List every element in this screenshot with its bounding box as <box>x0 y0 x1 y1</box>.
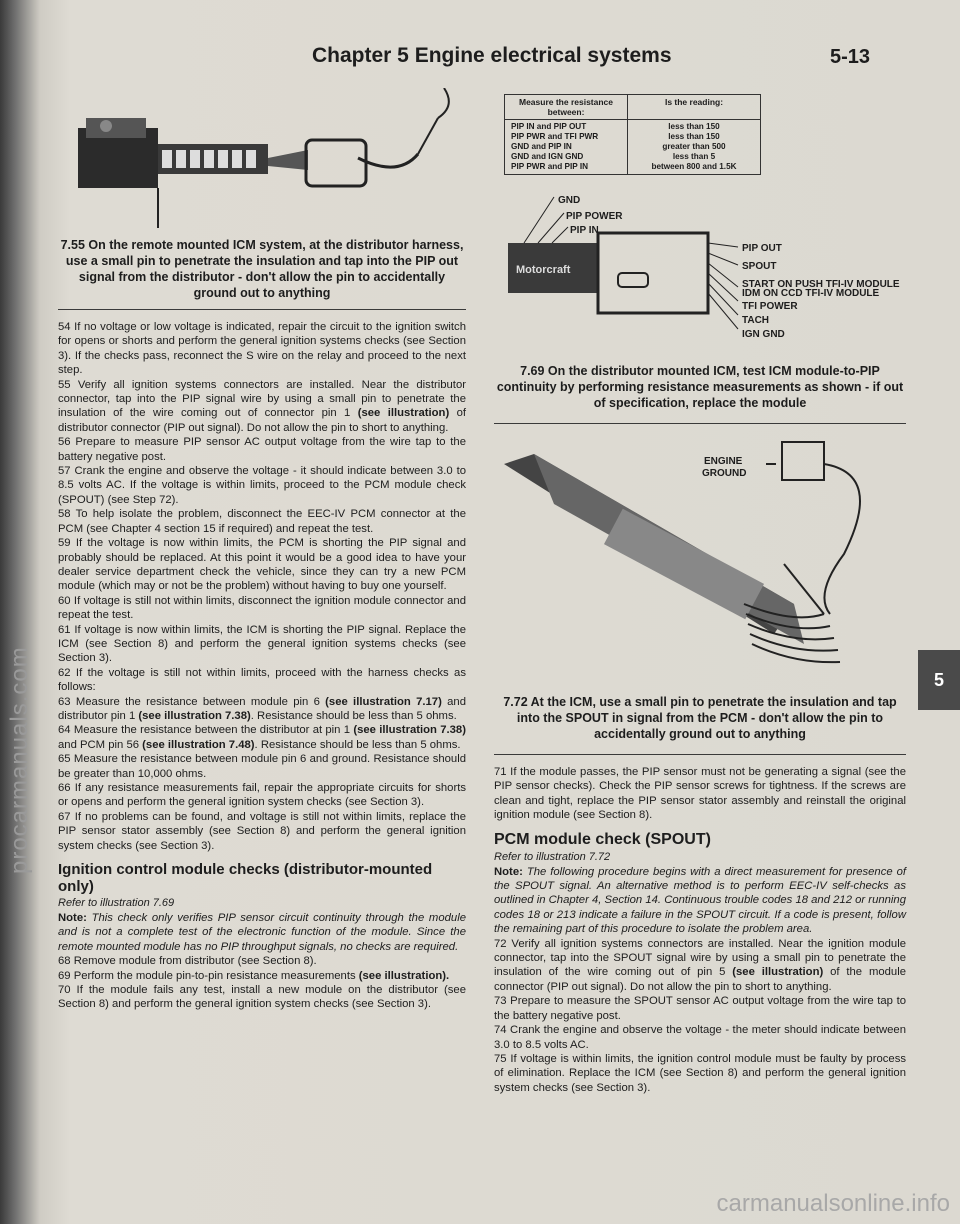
resistance-table <box>504 94 761 175</box>
paragraph-61: 61 If voltage is now within limits, the ICM is shorting the PIP signal. Replace the ICM (see Section 8) and perform the general ignition systems checks (see Section 3). <box>58 623 466 665</box>
label-pip-power: PIP POWER <box>566 211 623 222</box>
table-cell: greater than 500 <box>662 142 726 151</box>
paragraph-65: 65 Measure the resistance between module pin 6 and ground. Resistance should be greater than 10,000 ohms. <box>58 753 466 780</box>
distributor-harness-illustration <box>58 88 466 233</box>
page-number: 5-13 <box>830 46 871 68</box>
paragraph-56: 56 Prepare to measure PIP sensor AC output voltage from the wire tap to the battery negative post. <box>58 436 466 463</box>
icm-section-heading: Ignition control module checks (distributor-mounted only) <box>58 861 433 896</box>
table-row: PIP PWR and TFI PWR <box>511 132 599 141</box>
label-tfi-power: TFI POWER <box>742 301 798 312</box>
table-col-reading <box>628 120 761 175</box>
label-spout: SPOUT <box>742 261 777 272</box>
table-cell: between 800 and 1.5K <box>651 162 737 171</box>
paragraph-59: 59 If the voltage is now within limits, the PCM is shorting the PIP signal and probably should be replaced. At this point it would be a good idea to have your dealer service department check the vehicle, since they can try a new PCM module (which may or not be the problem) without having to buy one yourself. <box>58 537 466 593</box>
table-header-reading: Is the reading: <box>628 95 761 120</box>
paragraph-63: 63 Measure the resistance between module pin 6 (see illustration 7.17) and distributor pin 1 (see illustration 7.38). Resistance should be less than 5 ohms. <box>58 695 466 722</box>
paragraph-68: 68 Remove module from distributor (see Section 8). <box>58 955 317 968</box>
watermark-bottom: carmanualsonline.info <box>716 1190 950 1217</box>
table-header-measure: Measure the resistance between: <box>505 95 628 120</box>
label-idm-ccd: IDM ON CCD TFI-IV MODULE <box>742 288 880 299</box>
paragraph-72: 72 Verify all ignition systems connectors are installed. Near the ignition module connector, tap into the SPOUT signal wire by using a small pin to penetrate the insulation of the wire coming out of pin 5 (see illustration) of the module connector (PIP out signal). Do not allow the pin to short to anything. <box>494 937 906 993</box>
chapter-tab: 5 <box>918 650 960 710</box>
table-cell: less than 150 <box>668 132 720 141</box>
section-divider <box>494 754 906 755</box>
left-column <box>58 88 466 1012</box>
label-start-push: START ON PUSH TFI-IV MODULE <box>742 279 900 290</box>
pcm-refer: Refer to illustration 7.72 <box>494 850 611 863</box>
paragraph-55: 55 Verify all ignition systems connectors are installed. Near the distributor connector, tap into the PIP signal wire by using a small pin to penetrate the insulation of the wire coming out of connector pin 1 (see illustration) of distributor connector (PIP out signal). Do not allow the pin to short to anything. <box>58 378 467 434</box>
table-row: GND and IGN GND <box>511 152 584 161</box>
module-brand: Motorcraft <box>516 264 571 276</box>
paragraph-71: 71 If the module passes, the PIP sensor must not be generating a signal (see the PIP sensor checks). Check the PIP sensor screws for tightness. If the screws are clean and tight, replace the PIP sensor stator assembly and reinstall the original ignition module (see Section 8). <box>494 766 906 822</box>
label-tach: TACH <box>742 315 770 326</box>
label-engine: ENGINE <box>704 456 743 467</box>
paragraph-73: 73 Prepare to measure the SPOUT sensor AC output voltage from the wire tap to the battery negative post. <box>494 995 906 1022</box>
paragraph-57: 57 Crank the engine and observe the voltage - it should indicate between 3.0 to 8.5 volts AC. If the voltage is within limits, proceed to the PCM module check (SPOUT) (see Step 72). <box>58 465 466 506</box>
paragraph-60: 60 If voltage is still not within limits, disconnect the ignition module connector and repeat the test. <box>58 594 466 622</box>
table-row: PIP IN and PIP OUT <box>511 122 587 131</box>
table-cell: less than 150 <box>668 122 720 131</box>
paragraph-69: 69 Perform the module pin-to-pin resistance measurements (see illustration). <box>58 969 450 982</box>
pcm-section-heading: PCM module check (SPOUT) <box>494 830 711 848</box>
paragraph-54: 54 If no voltage or low voltage is indicated, repair the circuit to the ignition switch for opens or shorts and perform the general ignition systems checks (see Section 3). If the checks pass, reconnect the S wire on the relay and proceed to the next step. <box>58 321 466 377</box>
paragraph-75: 75 If voltage is within limits, the ignition control module must be faulty by process of elimination. Replace the ICM (see Section 8) and perform the general ignition system checks (see Section 3). <box>494 1052 906 1094</box>
figure-7-69-caption: 7.69 On the distributor mounted ICM, test ICM module-to-PIP continuity by performing resistance measurements as shown - if out of specification, replace the module <box>496 364 904 410</box>
paragraph-58: 58 To help isolate the problem, disconnect the EEC-IV PCM connector at the PCM (see Chapter 4 section 15 if required) and repeat the test. <box>58 508 466 535</box>
label-pip-in: PIP IN <box>570 225 599 236</box>
paragraph-70: 70 If the module fails any test, install a new module on the distributor (see Section 8) and perform the general ignition system checks (see Section 3). <box>58 984 466 1011</box>
figure-7-55-caption: 7.55 On the remote mounted ICM system, at the distributor harness, use a small pin to penetrate the insulation and tap into the PIP out signal from the distributor - don't allow the pin to accidentally ground out to anything <box>60 238 464 300</box>
paragraph-74: 74 Crank the engine and observe the voltage - the meter should indicate between 3.0 to 8.5 volts AC. <box>494 1024 906 1051</box>
icm-refer: Refer to illustration 7.69 <box>58 897 175 910</box>
label-pip-out: PIP OUT <box>742 243 782 254</box>
section-divider <box>58 309 466 310</box>
icm-note: Note: This check only verifies PIP sensor circuit continuity through the module and is not a complete test of the electronic function of the module. Since the remote mounted module has no PIP throughput signals, no checks are required. <box>58 912 466 953</box>
figure-7-72 <box>494 434 906 692</box>
icm-module-illustration <box>494 183 906 363</box>
table-cell: less than 5 <box>672 152 716 161</box>
paragraph-67: 67 If no problems can be found, and voltage is still not within limits, replace the PIP sensor stator assembly (see Section 8) and perform the general ignition system checks (see Section 3). <box>58 810 466 852</box>
right-column <box>494 94 906 1095</box>
label-gnd: GND <box>558 195 581 206</box>
table-row: PIP PWR and PIP IN <box>511 162 589 171</box>
paragraph-62: 62 If the voltage is still not within limits, proceed with the harness checks as follows: <box>58 666 466 694</box>
table-col-measure <box>505 120 628 175</box>
paragraph-66: 66 If any resistance measurements fail, repair the appropriate circuits for shorts or opens and perform the general ignition system checks (see Section 3). <box>58 782 466 809</box>
paragraph-64: 64 Measure the resistance between the distributor at pin 1 (see illustration 7.38) and PCM pin 56 (see illustration 7.48). Resistance should be less than 5 ohms. <box>58 724 466 751</box>
figure-7-55 <box>58 88 466 233</box>
figure-7-69 <box>494 183 906 363</box>
watermark-left: procarmanuals.com <box>6 646 33 874</box>
label-ground: GROUND <box>702 468 747 479</box>
chapter-title: Chapter 5 Engine electrical systems <box>312 44 672 67</box>
section-divider <box>494 423 906 424</box>
table-row: GND and PIP IN <box>511 142 572 151</box>
pcm-note: Note: The following procedure begins with a direct measurement for presence of the SPOUT signal. An alternative method is to perform EEC-IV self-checks as outlined in Chapter 4, Section 14. Continuous trouble codes 18 and 212 or running codes 18 or 213 indicate a failure in the SPOUT circuit. If a code is present, follow the remaining part of this procedure to isolate the problem area. <box>494 865 906 936</box>
spout-tap-illustration <box>494 434 906 692</box>
figure-7-72-caption: 7.72 At the ICM, use a small pin to penetrate the insulation and tap into the SPOUT in signal from the PCM - don't allow the pin to accidentally ground out to anything <box>503 695 897 741</box>
label-ign-gnd: IGN GND <box>742 329 785 340</box>
